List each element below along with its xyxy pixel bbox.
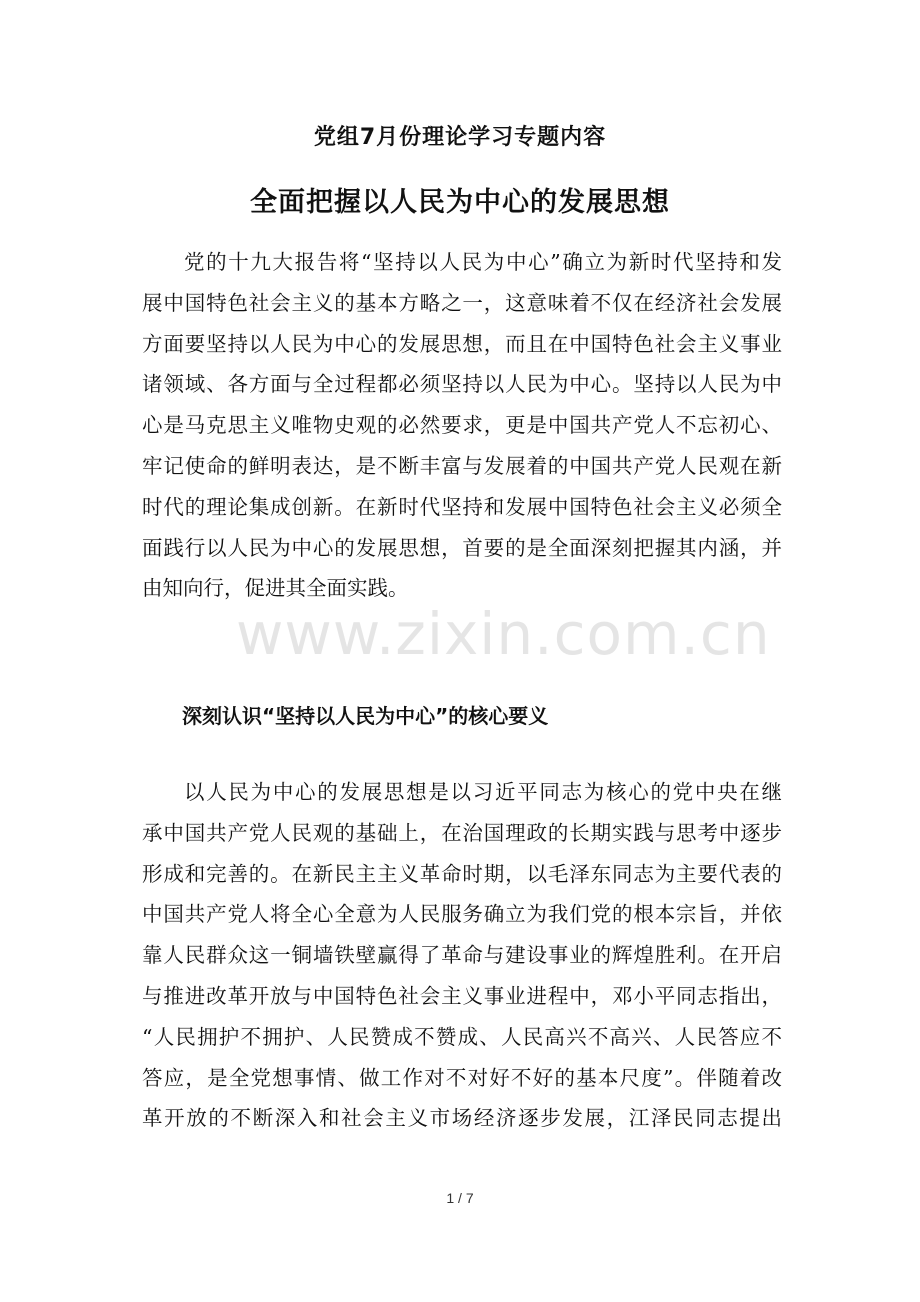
main-title: 全面把握以人民为中心的发展思想: [250, 187, 670, 218]
section-heading: 深刻认识“坚持以人民为中心”的核心要义: [182, 704, 549, 728]
paragraph-line: 党的十九大报告将“坚持以人民为中心”确立为新时代坚持和发: [184, 250, 782, 274]
paragraph-2: [142, 772, 782, 1139]
paragraph-line: 诸领域、各方面与全过程都必须坚持以人民为中心。坚持以人民为中: [142, 372, 782, 397]
header-title: 党组7月份理论学习专题内容: [313, 125, 607, 150]
paragraph-line: 承中国共产党人民观的基础上，在治国理政的长期实践与思考中逐步: [142, 820, 782, 845]
paragraph-line: 由知向行，促进其全面实践。: [142, 576, 409, 601]
paragraph-line: 答应，是全党想事情、做工作对不对好不好的基本尺度”。伴随着改: [142, 1065, 782, 1090]
paragraph-line: 牢记使命的鲜明表达，是不断丰富与发展着的中国共产党人民观在新: [142, 453, 782, 478]
paragraph-line: 展中国特色社会主义的基本方略之一，这意味着不仅在经济社会发展: [142, 290, 782, 315]
paragraph-line: 方面要坚持以人民为中心的发展思想，而且在中国特色社会主义事业: [142, 331, 782, 356]
paragraph-line: “人民拥护不拥护、人民赞成不赞成、人民高兴不高兴、人民答应不: [142, 1024, 782, 1049]
paragraph-line: 形成和完善的。在新民主主义革命时期，以毛泽东同志为主要代表的: [142, 861, 782, 886]
paragraph-line: 面践行以人民为中心的发展思想，首要的是全面深刻把握其内涵，并: [142, 535, 782, 560]
page-number: 1 / 7: [446, 1190, 474, 1206]
paragraph-line: 革开放的不断深入和社会主义市场经济逐步发展，江泽民同志提出: [142, 1106, 782, 1131]
paragraph-line: 以人民为中心的发展思想是以习近平同志为核心的党中央在继: [184, 780, 782, 804]
paragraph-line: 中国共产党人将全心全意为人民服务确立为我们党的根本宗旨，并依: [142, 902, 782, 927]
paragraph-1: [142, 242, 782, 609]
paragraph-line: 时代的理论集成创新。在新时代坚持和发展中国特色社会主义必须全: [142, 494, 782, 519]
paragraph-line: 靠人民群众这一铜墙铁壁赢得了革命与建设事业的辉煌胜利。在开启: [142, 943, 782, 968]
watermark: www.zixin.com.cn: [236, 600, 771, 668]
paragraph-line: 心是马克思主义唯物史观的必然要求，更是中国共产党人不忘初心、: [142, 413, 782, 438]
paragraph-line: 与推进改革开放与中国特色社会主义事业进程中，邓小平同志指出，: [142, 983, 782, 1008]
